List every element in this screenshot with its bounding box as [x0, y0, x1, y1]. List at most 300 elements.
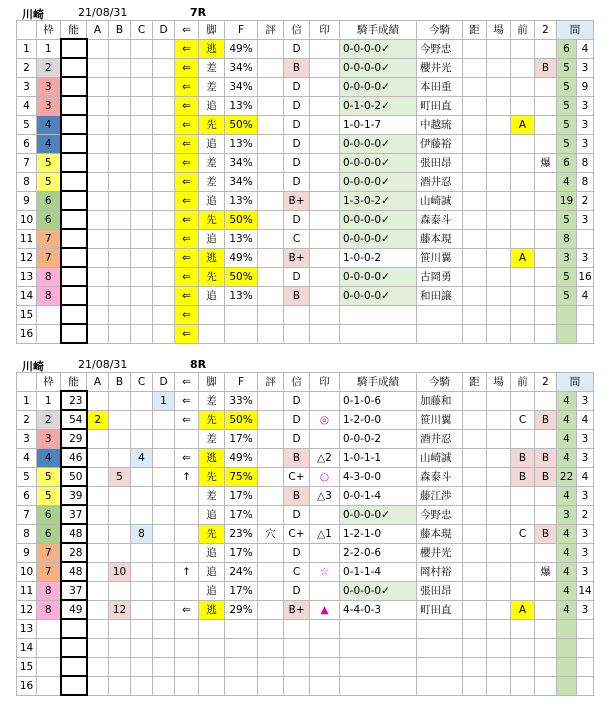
- rating-cell: [284, 324, 310, 343]
- header-cell: 印: [310, 21, 340, 40]
- second-cell: B: [535, 467, 557, 486]
- shin-cell: [258, 391, 284, 410]
- table-row: [17, 115, 594, 134]
- jockey-name-cell: 森泰斗: [417, 467, 463, 486]
- race-label: 8R: [190, 358, 207, 371]
- col-d-cell: [153, 191, 175, 210]
- ability-cell: [61, 267, 87, 286]
- interval-1-cell: 22: [557, 467, 577, 486]
- shin-cell: [258, 657, 284, 676]
- leg-type-cell: 追: [199, 286, 225, 305]
- mark-cell: [310, 267, 340, 286]
- col-b-cell: [109, 210, 131, 229]
- course-cell: [487, 676, 511, 695]
- col-b-cell: [109, 286, 131, 305]
- horse-number-cell: 11: [17, 581, 37, 600]
- horse-number-cell: 12: [17, 248, 37, 267]
- course-cell: [487, 410, 511, 429]
- horse-number-cell: 3: [17, 77, 37, 96]
- second-cell: [535, 619, 557, 638]
- interval-1-cell: 4: [557, 581, 577, 600]
- leg-type-cell: 差: [199, 153, 225, 172]
- jockey-name-cell: 和田譲: [417, 286, 463, 305]
- table-row: [17, 58, 594, 77]
- f-rate-cell: 50%: [225, 267, 258, 286]
- waku-cell: 8: [37, 600, 61, 619]
- col-a-cell: [87, 467, 109, 486]
- jockey-record-cell: 0-1-0-6: [340, 391, 417, 410]
- col-a-cell: [87, 229, 109, 248]
- jockey-record-cell: 0-0-0-0✓: [340, 505, 417, 524]
- shin-cell: [258, 267, 284, 286]
- arrow-cell: ⇐: [175, 600, 199, 619]
- ability-cell: [61, 229, 87, 248]
- jockey-record-cell: 0-0-0-0✓: [340, 286, 417, 305]
- arrow-cell: ⇐: [175, 77, 199, 96]
- course-cell: [487, 229, 511, 248]
- date-label: 21/08/31: [78, 358, 128, 371]
- ability-cell: 37: [61, 505, 87, 524]
- jockey-record-cell: 0-0-0-0✓: [340, 77, 417, 96]
- f-rate-cell: 17%: [225, 505, 258, 524]
- venue-label: 川崎: [22, 360, 44, 373]
- rating-cell: D: [284, 172, 310, 191]
- col-d-cell: [153, 39, 175, 58]
- ability-cell: [61, 96, 87, 115]
- interval-2-cell: [577, 676, 594, 695]
- rating-cell: D: [284, 77, 310, 96]
- second-cell: 爆: [535, 562, 557, 581]
- distance-cell: [463, 429, 487, 448]
- ability-cell: [61, 657, 87, 676]
- ability-cell: 37: [61, 581, 87, 600]
- leg-type-cell: 先: [199, 267, 225, 286]
- col-d-cell: [153, 410, 175, 429]
- col-b-cell: [109, 619, 131, 638]
- interval-2-cell: 3: [577, 600, 594, 619]
- waku-cell: 5: [37, 172, 61, 191]
- course-cell: [487, 505, 511, 524]
- ability-cell: [61, 619, 87, 638]
- col-b-cell: [109, 448, 131, 467]
- interval-2-cell: 3: [577, 210, 594, 229]
- race-block-8r: [0, 356, 616, 692]
- mark-cell: △3: [310, 486, 340, 505]
- arrow-cell: [175, 581, 199, 600]
- distance-cell: [463, 96, 487, 115]
- prev-cell: [511, 39, 535, 58]
- col-b-cell: [109, 191, 131, 210]
- mark-cell: [310, 39, 340, 58]
- waku-cell: 1: [37, 39, 61, 58]
- interval-2-cell: 3: [577, 524, 594, 543]
- leg-type-cell: 追: [199, 96, 225, 115]
- jockey-name-cell: [417, 676, 463, 695]
- header-cell: C: [131, 21, 153, 40]
- distance-cell: [463, 134, 487, 153]
- col-d-cell: [153, 448, 175, 467]
- arrow-cell: [175, 524, 199, 543]
- horse-number-cell: 8: [17, 172, 37, 191]
- jockey-name-cell: 加藤和: [417, 391, 463, 410]
- second-cell: [535, 134, 557, 153]
- col-d-cell: [153, 324, 175, 343]
- f-rate-cell: [225, 657, 258, 676]
- col-a-cell: 2: [87, 410, 109, 429]
- jockey-name-cell: 張田昂: [417, 153, 463, 172]
- course-cell: [487, 77, 511, 96]
- waku-cell: 6: [37, 191, 61, 210]
- ability-cell: 48: [61, 524, 87, 543]
- prev-cell: [511, 172, 535, 191]
- col-a-cell: [87, 115, 109, 134]
- jockey-record-cell: [340, 676, 417, 695]
- table-row: [17, 153, 594, 172]
- rating-cell: [284, 657, 310, 676]
- course-cell: [487, 391, 511, 410]
- arrow-cell: ⇐: [175, 153, 199, 172]
- arrow-cell: ⇐: [175, 172, 199, 191]
- interval-1-cell: [557, 305, 577, 324]
- course-cell: [487, 210, 511, 229]
- interval-1-cell: 4: [557, 486, 577, 505]
- interval-2-cell: 14: [577, 581, 594, 600]
- second-cell: 爆: [535, 153, 557, 172]
- ability-cell: [61, 210, 87, 229]
- col-d-cell: [153, 600, 175, 619]
- header-cell: C: [131, 373, 153, 392]
- rating-cell: C: [284, 229, 310, 248]
- course-cell: [487, 524, 511, 543]
- col-a-cell: [87, 305, 109, 324]
- second-cell: [535, 600, 557, 619]
- ability-cell: [61, 305, 87, 324]
- ability-cell: [61, 638, 87, 657]
- interval-2-cell: [577, 324, 594, 343]
- course-cell: [487, 305, 511, 324]
- jockey-record-cell: [340, 657, 417, 676]
- table-row: [17, 505, 594, 524]
- distance-cell: [463, 581, 487, 600]
- jockey-record-cell: 0-0-0-0✓: [340, 39, 417, 58]
- second-cell: [535, 267, 557, 286]
- prev-cell: [511, 191, 535, 210]
- col-a-cell: [87, 153, 109, 172]
- col-a-cell: [87, 134, 109, 153]
- col-d-cell: [153, 248, 175, 267]
- waku-cell: 8: [37, 286, 61, 305]
- horse-number-cell: 6: [17, 486, 37, 505]
- jockey-record-cell: 0-0-0-0✓: [340, 172, 417, 191]
- distance-cell: [463, 410, 487, 429]
- arrow-cell: ⇐: [175, 229, 199, 248]
- shin-cell: [258, 600, 284, 619]
- leg-type-cell: 逃: [199, 39, 225, 58]
- header-cell: B: [109, 373, 131, 392]
- jockey-name-cell: 藤本現: [417, 524, 463, 543]
- ability-cell: 48: [61, 562, 87, 581]
- table-row: [17, 191, 594, 210]
- interval-2-cell: 3: [577, 486, 594, 505]
- second-cell: [535, 172, 557, 191]
- shin-cell: [258, 77, 284, 96]
- jockey-record-cell: 0-0-0-0✓: [340, 58, 417, 77]
- col-a-cell: [87, 191, 109, 210]
- interval-2-cell: 3: [577, 543, 594, 562]
- course-cell: [487, 467, 511, 486]
- interval-2-cell: 2: [577, 505, 594, 524]
- prev-cell: [511, 486, 535, 505]
- distance-cell: [463, 676, 487, 695]
- interval-1-cell: 4: [557, 524, 577, 543]
- second-cell: [535, 391, 557, 410]
- header-cell: 距: [463, 373, 487, 392]
- rating-cell: D: [284, 581, 310, 600]
- waku-cell: 5: [37, 153, 61, 172]
- horse-number-cell: 9: [17, 191, 37, 210]
- jockey-name-cell: 山崎誠: [417, 448, 463, 467]
- prev-cell: B: [511, 467, 535, 486]
- f-rate-cell: 29%: [225, 600, 258, 619]
- f-rate-cell: 33%: [225, 391, 258, 410]
- header-cell: 間: [557, 373, 594, 392]
- rating-cell: B+: [284, 600, 310, 619]
- interval-1-cell: 19: [557, 191, 577, 210]
- col-d-cell: [153, 115, 175, 134]
- horse-number-cell: 4: [17, 96, 37, 115]
- col-c-cell: [131, 619, 153, 638]
- col-c-cell: [131, 134, 153, 153]
- horse-number-cell: 5: [17, 467, 37, 486]
- header-cell: 距: [463, 21, 487, 40]
- table-row: [17, 172, 594, 191]
- shin-cell: [258, 248, 284, 267]
- shin-cell: [258, 638, 284, 657]
- shin-cell: [258, 581, 284, 600]
- col-d-cell: [153, 562, 175, 581]
- prev-cell: [511, 581, 535, 600]
- shin-cell: [258, 191, 284, 210]
- col-d-cell: [153, 229, 175, 248]
- table-row: [17, 600, 594, 619]
- leg-type-cell: 先: [199, 410, 225, 429]
- interval-1-cell: 4: [557, 410, 577, 429]
- prev-cell: [511, 134, 535, 153]
- course-cell: [487, 562, 511, 581]
- interval-1-cell: 6: [557, 153, 577, 172]
- rating-cell: B+: [284, 191, 310, 210]
- mark-cell: △1: [310, 524, 340, 543]
- f-rate-cell: 34%: [225, 77, 258, 96]
- horse-number-cell: 7: [17, 505, 37, 524]
- jockey-name-cell: 岡村裕: [417, 562, 463, 581]
- col-b-cell: [109, 77, 131, 96]
- jockey-name-cell: 町田直: [417, 600, 463, 619]
- col-a-cell: [87, 638, 109, 657]
- interval-1-cell: 5: [557, 210, 577, 229]
- arrow-cell: ⇐: [175, 448, 199, 467]
- jockey-name-cell: 森泰斗: [417, 210, 463, 229]
- col-c-cell: [131, 229, 153, 248]
- interval-2-cell: 3: [577, 248, 594, 267]
- distance-cell: [463, 391, 487, 410]
- jockey-name-cell: 酒井忍: [417, 172, 463, 191]
- prev-cell: [511, 543, 535, 562]
- header-cell: 場: [487, 373, 511, 392]
- shin-cell: [258, 229, 284, 248]
- header-cell: 枠: [37, 21, 61, 40]
- horse-number-cell: 1: [17, 39, 37, 58]
- course-cell: [487, 638, 511, 657]
- horse-number-cell: 11: [17, 229, 37, 248]
- col-c-cell: [131, 96, 153, 115]
- waku-cell: 6: [37, 524, 61, 543]
- jockey-record-cell: 0-1-0-2✓: [340, 96, 417, 115]
- leg-type-cell: [199, 657, 225, 676]
- col-c-cell: [131, 581, 153, 600]
- jockey-record-cell: 4-4-0-3: [340, 600, 417, 619]
- rating-cell: D: [284, 39, 310, 58]
- leg-type-cell: [199, 305, 225, 324]
- col-a-cell: [87, 676, 109, 695]
- waku-cell: 7: [37, 248, 61, 267]
- leg-type-cell: 追: [199, 562, 225, 581]
- prev-cell: [511, 305, 535, 324]
- f-rate-cell: [225, 324, 258, 343]
- shin-cell: [258, 210, 284, 229]
- shin-cell: [258, 134, 284, 153]
- col-a-cell: [87, 429, 109, 448]
- header-row: [17, 373, 594, 392]
- distance-cell: [463, 657, 487, 676]
- col-a-cell: [87, 581, 109, 600]
- col-d-cell: [153, 210, 175, 229]
- rating-cell: D: [284, 391, 310, 410]
- table-row: [17, 486, 594, 505]
- f-rate-cell: 34%: [225, 58, 258, 77]
- col-b-cell: [109, 39, 131, 58]
- col-a-cell: [87, 543, 109, 562]
- jockey-record-cell: [340, 619, 417, 638]
- mark-cell: [310, 286, 340, 305]
- interval-1-cell: [557, 619, 577, 638]
- table-row: [17, 324, 594, 343]
- interval-2-cell: 3: [577, 134, 594, 153]
- interval-2-cell: 3: [577, 58, 594, 77]
- mark-cell: [310, 638, 340, 657]
- shin-cell: [258, 619, 284, 638]
- jockey-record-cell: 0-0-0-0✓: [340, 229, 417, 248]
- horse-number-cell: 15: [17, 305, 37, 324]
- prev-cell: [511, 58, 535, 77]
- table-row: [17, 39, 594, 58]
- second-cell: [535, 210, 557, 229]
- header-cell: 前: [511, 21, 535, 40]
- f-rate-cell: 13%: [225, 96, 258, 115]
- f-rate-cell: 49%: [225, 248, 258, 267]
- waku-cell: 7: [37, 562, 61, 581]
- f-rate-cell: 34%: [225, 153, 258, 172]
- race-block-7r: [0, 4, 616, 340]
- col-c-cell: [131, 267, 153, 286]
- col-c-cell: [131, 305, 153, 324]
- prev-cell: [511, 286, 535, 305]
- col-c-cell: [131, 324, 153, 343]
- second-cell: [535, 676, 557, 695]
- header-cell: 騎手成績: [340, 21, 417, 40]
- course-cell: [487, 581, 511, 600]
- jockey-name-cell: 張田昂: [417, 581, 463, 600]
- course-cell: [487, 153, 511, 172]
- jockey-record-cell: 1-2-1-0: [340, 524, 417, 543]
- mark-cell: [310, 543, 340, 562]
- jockey-name-cell: 笹川翼: [417, 248, 463, 267]
- second-cell: [535, 429, 557, 448]
- waku-cell: 3: [37, 96, 61, 115]
- horse-number-cell: 15: [17, 657, 37, 676]
- horse-number-cell: 13: [17, 619, 37, 638]
- horse-number-cell: 8: [17, 524, 37, 543]
- rating-cell: [284, 619, 310, 638]
- f-rate-cell: 17%: [225, 543, 258, 562]
- rating-cell: D: [284, 505, 310, 524]
- shin-cell: [258, 676, 284, 695]
- f-rate-cell: 23%: [225, 524, 258, 543]
- waku-cell: 3: [37, 429, 61, 448]
- course-cell: [487, 429, 511, 448]
- header-cell: 今騎: [417, 21, 463, 40]
- distance-cell: [463, 505, 487, 524]
- col-d-cell: [153, 505, 175, 524]
- jockey-name-cell: [417, 638, 463, 657]
- table-row: [17, 638, 594, 657]
- f-rate-cell: 13%: [225, 191, 258, 210]
- prev-cell: [511, 638, 535, 657]
- mark-cell: △2: [310, 448, 340, 467]
- col-c-cell: 8: [131, 524, 153, 543]
- second-cell: B: [535, 524, 557, 543]
- col-c-cell: [131, 543, 153, 562]
- col-c-cell: [131, 486, 153, 505]
- rating-cell: D: [284, 410, 310, 429]
- prev-cell: [511, 210, 535, 229]
- header-cell: 今騎: [417, 373, 463, 392]
- table-row: [17, 429, 594, 448]
- distance-cell: [463, 543, 487, 562]
- second-cell: [535, 543, 557, 562]
- col-c-cell: [131, 600, 153, 619]
- distance-cell: [463, 172, 487, 191]
- table-row: [17, 581, 594, 600]
- col-d-cell: [153, 267, 175, 286]
- interval-1-cell: 3: [557, 505, 577, 524]
- shin-cell: [258, 562, 284, 581]
- col-a-cell: [87, 562, 109, 581]
- leg-type-cell: 逃: [199, 248, 225, 267]
- mark-cell: [310, 58, 340, 77]
- course-cell: [487, 58, 511, 77]
- col-c-cell: [131, 657, 153, 676]
- col-b-cell: [109, 410, 131, 429]
- col-a-cell: [87, 96, 109, 115]
- ability-cell: [61, 153, 87, 172]
- ability-cell: [61, 39, 87, 58]
- distance-cell: [463, 600, 487, 619]
- col-c-cell: [131, 467, 153, 486]
- col-a-cell: [87, 600, 109, 619]
- table-row: [17, 96, 594, 115]
- jockey-name-cell: 町田直: [417, 96, 463, 115]
